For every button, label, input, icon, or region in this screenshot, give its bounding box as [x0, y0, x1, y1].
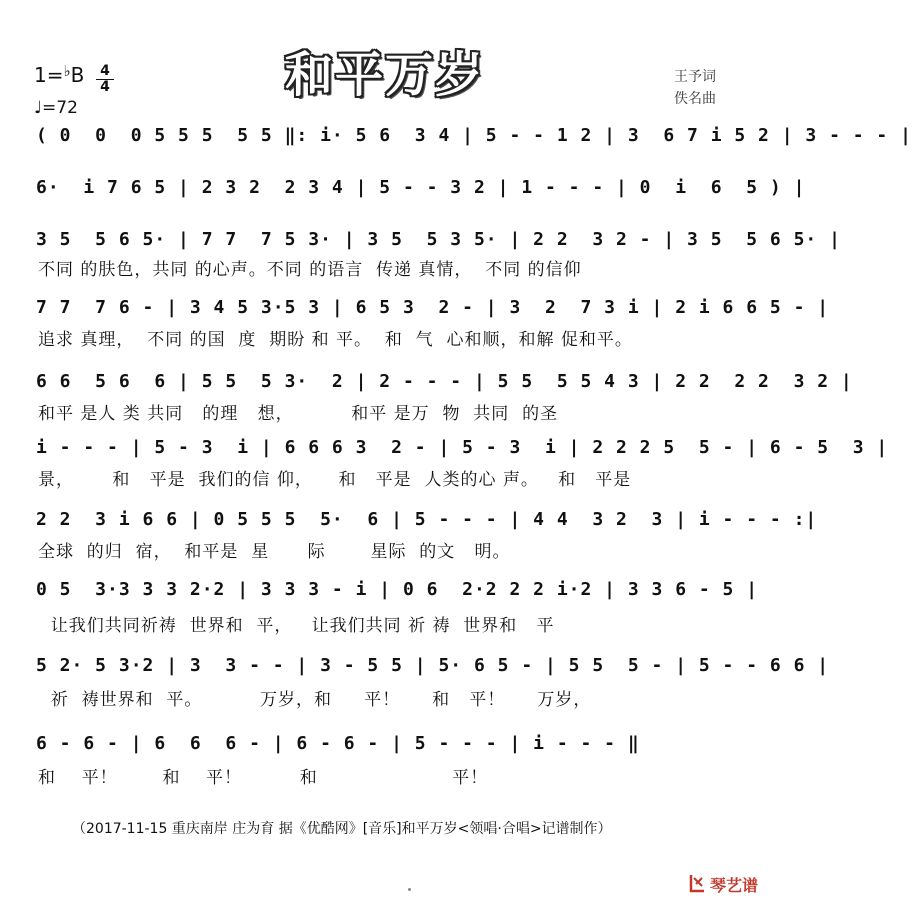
notation-line-2: 6· i 7 6 5 | 2 3 2 2 3 4 | 5 - - 3 2 | 1 - - - | 0 i 6 5 ) |: [36, 177, 806, 198]
flat-symbol: ♭: [63, 62, 71, 80]
footer-note: （2017-11-15 重庆南岸 庄为育 据《优酷网》[音乐]和平万岁<领唱·合唱>记谱制作）: [72, 821, 612, 837]
notation-line-7: 2 2 3 i 6 6 | 0 5 5 5 5· 6 | 5 - - - | 4 4 3 2 3 | i - - - :|: [36, 509, 818, 530]
credits: [674, 66, 716, 110]
key-prefix: 1=: [34, 63, 64, 87]
meter-top: 4: [96, 64, 114, 80]
lyrics-line-8: 让我们共同祈祷 世界和 平， 让我们共同 祈 祷 世界和 平: [38, 616, 555, 636]
lyrics-line-4: 追求 真理， 不同 的国 度 期盼 和 平。 和 气 心和顺，和解 促和平。: [38, 330, 633, 350]
lyrics-line-3: 不同 的肤色，共同 的心声。不同 的语言 传递 真情， 不同 的信仰: [38, 260, 582, 280]
notation-line-4: 7 7 7 6 - | 3 4 5 3·5 3 | 6 5 3 2 - | 3 2 7 3 i | 2 i 6 6 5 - |: [36, 297, 830, 318]
logo-text: 琴艺谱: [710, 876, 759, 895]
notation-line-3: 3 5 5 6 5· | 7 7 7 5 3· | 3 5 5 3 5· | 2 2 3 2 - | 3 5 5 6 5· |: [36, 229, 841, 250]
lyrics-line-5: 和平 是人 类 共同 的理 想， 和平 是万 物 共同 的圣: [38, 404, 559, 424]
notation-line-8: 0 5 3·3 3 3 2·2 | 3 3 3 - i | 0 6 2·2 2 2 i·2 | 3 3 6 - 5 |: [36, 579, 759, 600]
site-logo: [688, 872, 774, 896]
lyrics-line-9: 祈 祷世界和 平。 万岁，和 平！ 和 平！ 万岁，: [38, 690, 592, 710]
composer: 佚名曲: [674, 91, 716, 107]
lyricist: 王予词: [674, 69, 716, 85]
lyrics-line-10: 和 平！ 和 平！ 和 平！: [38, 768, 489, 788]
logo-mark-icon: [688, 872, 708, 894]
lyrics-line-6: 景， 和 平是 我们的信 仰， 和 平是 人类的心 声。 和 平是: [38, 470, 632, 490]
meter-bottom: 4: [100, 79, 110, 95]
song-title: 和平万岁: [284, 47, 485, 103]
notation-line-10: 6 - 6 - | 6 6 6 - | 6 - 6 - | 5 - - - | i - - - ‖: [36, 733, 640, 754]
notation-line-6: i - - - | 5 - 3 i | 6 6 6 3 2 - | 5 - 3 i | 2 2 2 5 5 - | 6 - 5 3 |: [36, 437, 889, 458]
notation-line-9: 5 2· 5 3·2 | 3 3 - - | 3 - 5 5 | 5· 6 5 - | 5 5 5 - | 5 - - 6 6 |: [36, 655, 830, 676]
key-signature: [34, 62, 84, 87]
time-signature: [96, 64, 114, 95]
lyrics-line-7: 全球 的归 宿， 和平是 星 际 星际 的文 明。: [38, 542, 511, 562]
key-note: B: [70, 63, 85, 87]
tempo-marking: ♩=72: [34, 98, 78, 118]
notation-line-1: ( 0 0 0 5 5 5 5 5 ‖: i· 5 6 3 4 | 5 - - 1 2 | 3 6 7 i 5 2 | 3 - - - |: [36, 125, 912, 146]
decorative-dot: [408, 888, 411, 891]
notation-line-5: 6 6 5 6 6 | 5 5 5 3· 2 | 2 - - - | 5 5 5 5 4 3 | 2 2 2 2 3 2 |: [36, 371, 853, 392]
